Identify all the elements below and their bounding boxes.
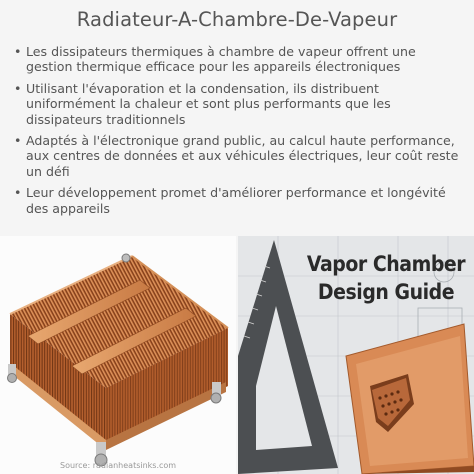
image-heading [307,250,465,306]
image-row [0,236,474,474]
bullet-text: Adaptés à l'électronique grand public, au calcul haute performance, aux centres de données et aux véhicules électriques, leur coût reste un défi [26,133,459,179]
bullet-dot: • [14,80,22,96]
image-heading-line1: Vapor Chamber [306,252,466,276]
bullet-text: Leur développement promet d'améliorer performance et longévité des appareils [26,185,446,216]
bullet-text: Utilisant l'évaporation et la condensation, ils distribuent uniformément la chaleur et sont plus performants que les dissipateurs traditionnels [26,80,391,127]
screw-icon [211,382,221,403]
bullet-item [14,133,460,179]
bullet-dot: • [14,44,22,59]
bullet-text: Les dissipateurs thermiques à chambre de vapeur offrent une gestion thermique efficace pour les appareils électroniques [26,44,416,75]
image-heading-line2: Design Guide [317,280,455,304]
heatsink-photo [0,236,236,474]
page-title: Radiateur-A-Chambre-De-Vapeur [76,8,398,31]
bullet-item [14,44,460,75]
screw-icon [8,364,17,383]
vapor-chamber-guide-image [238,236,474,474]
source-caption: Source: radianheatsinks.com [60,461,177,470]
heatsink-illustration [0,236,236,474]
bullet-dot: • [14,185,22,201]
bullet-dot: • [14,133,22,149]
bullet-item [14,185,460,216]
bullet-item [14,81,460,127]
screw-icon [122,254,130,262]
bullet-list [14,44,460,222]
